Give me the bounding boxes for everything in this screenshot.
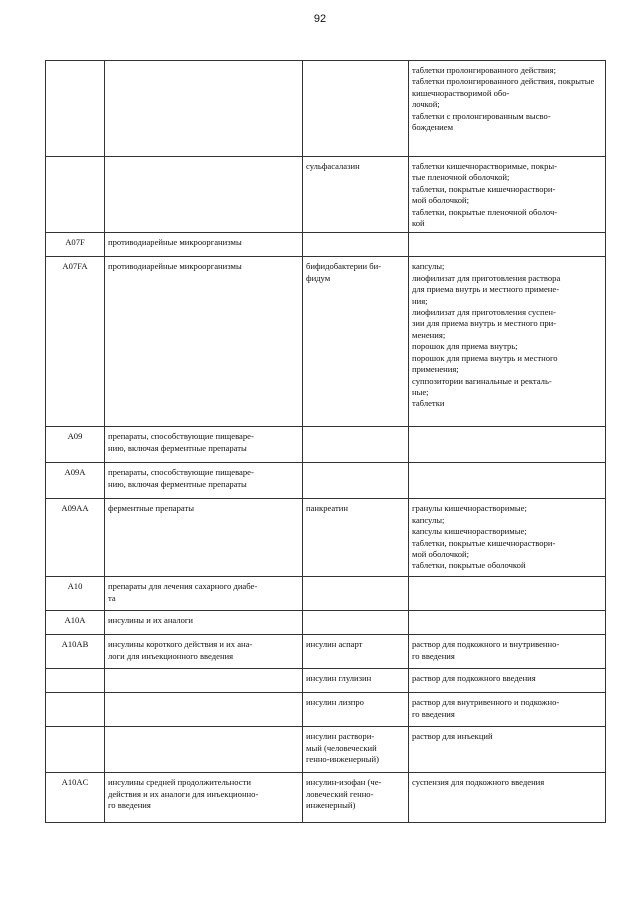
dosage-forms-cell	[409, 157, 606, 233]
drug-name-cell	[303, 727, 409, 773]
drug-name-line: генно-инженерный)	[306, 754, 379, 765]
drug-name-cell	[303, 257, 409, 427]
dosage-form-line: лиофилизат для приготовления раствора	[412, 272, 561, 283]
drug-name-cell	[303, 773, 409, 823]
dosage-forms-cell	[409, 773, 606, 823]
group-name-cell	[105, 427, 303, 463]
dosage-form-line: таблетки	[412, 398, 445, 409]
table-row	[46, 635, 606, 669]
dosage-form-line: гранулы кишечнорастворимые;	[412, 503, 527, 514]
dosage-form-line: суспензия для подкожного введения	[412, 777, 545, 788]
table-body	[46, 61, 606, 823]
group-name-cell	[105, 693, 303, 727]
dosage-form-line: го введения	[412, 650, 455, 661]
drug-name-line: инсулин глулизин	[306, 673, 372, 684]
group-name-line: инсулины средней продолжительности	[108, 777, 251, 788]
dosage-form-line: капсулы;	[412, 261, 445, 272]
table-row	[46, 693, 606, 727]
group-name-cell	[105, 233, 303, 257]
drug-name-cell	[303, 577, 409, 611]
atc-code-cell: A09	[46, 427, 105, 463]
table-row	[46, 157, 606, 233]
dosage-form-line: капсулы кишечнорастворимые;	[412, 526, 527, 537]
dosage-form-line: тые пленочной оболочкой;	[412, 172, 510, 183]
drug-name-line: сульфасалазин	[306, 161, 360, 171]
drug-name-cell	[303, 693, 409, 727]
group-name-cell	[105, 463, 303, 499]
drug-name-line: инсулин раствори-	[306, 731, 375, 742]
group-name-line: препараты, способствующие пищеваре-	[108, 467, 254, 478]
drug-name-line: инсулин лизпро	[306, 697, 364, 708]
dosage-forms-cell	[409, 233, 606, 257]
atc-code-cell	[46, 669, 105, 693]
dosage-forms-cell	[409, 257, 606, 427]
dosage-forms-cell	[409, 61, 606, 157]
drug-name-line: инженерный)	[306, 800, 356, 811]
drug-name-line: инсулин аспарт	[306, 639, 363, 650]
group-name-line: препараты, способствующие пищеваре-	[108, 431, 254, 442]
dosage-form-line: таблетки кишечнорастворимые, покры-	[412, 161, 558, 171]
drug-name-cell	[303, 463, 409, 499]
dosage-form-line: мой оболочкой;	[412, 195, 470, 206]
dosage-form-line: суппозитории вагинальные и ректаль-	[412, 375, 552, 386]
drug-name-cell	[303, 427, 409, 463]
atc-code-cell: A09A	[46, 463, 105, 499]
group-name-cell	[105, 727, 303, 773]
atc-code-cell	[46, 727, 105, 773]
atc-code-cell: A10AC	[46, 773, 105, 823]
dosage-form-line: бождением	[412, 122, 454, 133]
drug-name-cell	[303, 669, 409, 693]
dosage-forms-cell	[409, 727, 606, 773]
drug-name-cell	[303, 233, 409, 257]
table-row	[46, 427, 606, 463]
drug-name-line: мый (человеческий	[306, 742, 377, 753]
group-name-cell	[105, 157, 303, 233]
group-name-line: противодиарейные микроорганизмы	[108, 261, 242, 272]
atc-code-cell: A09AA	[46, 499, 105, 577]
table-row	[46, 499, 606, 577]
dosage-form-line: раствор для внутривенного и подкожно-	[412, 697, 560, 708]
atc-code-cell: A10AB	[46, 635, 105, 669]
atc-code-cell: A07F	[46, 233, 105, 257]
dosage-form-line: зии для приема внутрь и местного при-	[412, 318, 557, 329]
dosage-forms-cell	[409, 463, 606, 499]
dosage-form-line: ные;	[412, 386, 429, 397]
drug-name-line: инсулин-изофан (че-	[306, 777, 382, 788]
dosage-form-line: раствор для инъекций	[412, 731, 493, 742]
table-row	[46, 257, 606, 427]
table-row	[46, 773, 606, 823]
dosage-forms-cell	[409, 669, 606, 693]
dosage-form-line: ния;	[412, 295, 428, 306]
dosage-form-line: го введения	[412, 708, 455, 719]
group-name-line: та	[108, 592, 116, 603]
atc-code-cell: A10A	[46, 611, 105, 635]
drug-name-line: панкреатин	[306, 503, 348, 514]
drug-name-line: бифидобактерии би-	[306, 261, 382, 272]
dosage-form-line: таблетки пролонгированного действия;	[412, 65, 556, 75]
group-name-line: ферментные препараты	[108, 503, 195, 514]
page-number: 92	[313, 13, 327, 25]
group-name-line: препараты для лечения сахарного диабе-	[108, 581, 258, 592]
group-name-cell	[105, 257, 303, 427]
dosage-form-line: применения;	[412, 364, 459, 375]
atc-code-cell	[46, 61, 105, 157]
table-row	[46, 577, 606, 611]
drug-name-cell	[303, 61, 409, 157]
dosage-form-line: для приема внутрь и местного примене-	[412, 284, 560, 295]
drug-name-cell	[303, 635, 409, 669]
dosage-form-line: таблетки, покрытые кишечнораствори-	[412, 183, 556, 194]
drug-name-line: ловеческий генно-	[306, 788, 374, 799]
group-name-line: инсулины короткого действия и их ана-	[108, 639, 253, 650]
table-row	[46, 611, 606, 635]
drug-name-cell	[303, 157, 409, 233]
dosage-form-line: таблетки, покрытые пленочной оболоч-	[412, 206, 558, 217]
group-name-line: действия и их аналоги для инъекционно-	[108, 788, 259, 799]
group-name-cell	[105, 499, 303, 577]
dosage-form-line: таблетки, покрытые кишечнораствори-	[412, 537, 556, 548]
group-name-line: инсулины и их аналоги	[108, 615, 194, 626]
dosage-forms-cell	[409, 635, 606, 669]
table-row	[46, 669, 606, 693]
group-name-line: логи для инъекционного введения	[108, 650, 234, 661]
dosage-form-line: таблетки с пролонгированным высво-	[412, 110, 551, 121]
dosage-forms-cell	[409, 611, 606, 635]
table-row	[46, 727, 606, 773]
atc-code-cell	[46, 157, 105, 233]
dosage-forms-cell	[409, 499, 606, 577]
group-name-cell	[105, 773, 303, 823]
group-name-cell	[105, 669, 303, 693]
dosage-form-line: лочкой;	[412, 99, 440, 110]
dosage-form-line: таблетки пролонгированного действия, покрытые кишечнорастворимой обо-	[412, 76, 595, 98]
drug-name-line: фидум	[306, 272, 331, 283]
dosage-forms-cell	[409, 693, 606, 727]
atc-code-cell	[46, 693, 105, 727]
group-name-cell	[105, 611, 303, 635]
group-name-line: нию, включая ферментные препараты	[108, 442, 247, 453]
atc-code-cell: A10	[46, 577, 105, 611]
drug-classification-table	[45, 60, 606, 823]
group-name-line: нию, включая ферментные препараты	[108, 478, 247, 489]
group-name-line: противодиарейные микроорганизмы	[108, 237, 242, 248]
drug-name-cell	[303, 499, 409, 577]
atc-code-cell: A07FA	[46, 257, 105, 427]
table-row	[46, 61, 606, 157]
dosage-form-line: мой оболочкой;	[412, 549, 470, 560]
group-name-cell	[105, 577, 303, 611]
group-name-cell	[105, 635, 303, 669]
group-name-line: го введения	[108, 800, 151, 811]
dosage-form-line: порошок для приема внутрь;	[412, 341, 518, 352]
dosage-forms-cell	[409, 427, 606, 463]
table-row	[46, 463, 606, 499]
table-row	[46, 233, 606, 257]
dosage-form-line: менения;	[412, 329, 446, 340]
dosage-form-line: раствор для подкожного и внутривенно-	[412, 639, 560, 650]
drug-name-cell	[303, 611, 409, 635]
dosage-forms-cell	[409, 577, 606, 611]
dosage-form-line: капсулы;	[412, 514, 445, 525]
group-name-cell	[105, 61, 303, 157]
dosage-form-line: порошок для приема внутрь и местного	[412, 352, 558, 363]
dosage-form-line: лиофилизат для приготовления суспен-	[412, 307, 556, 318]
dosage-form-line: раствор для подкожного введения	[412, 673, 536, 684]
dosage-form-line: кой	[412, 218, 425, 229]
dosage-form-line: таблетки, покрытые оболочкой	[412, 560, 526, 571]
